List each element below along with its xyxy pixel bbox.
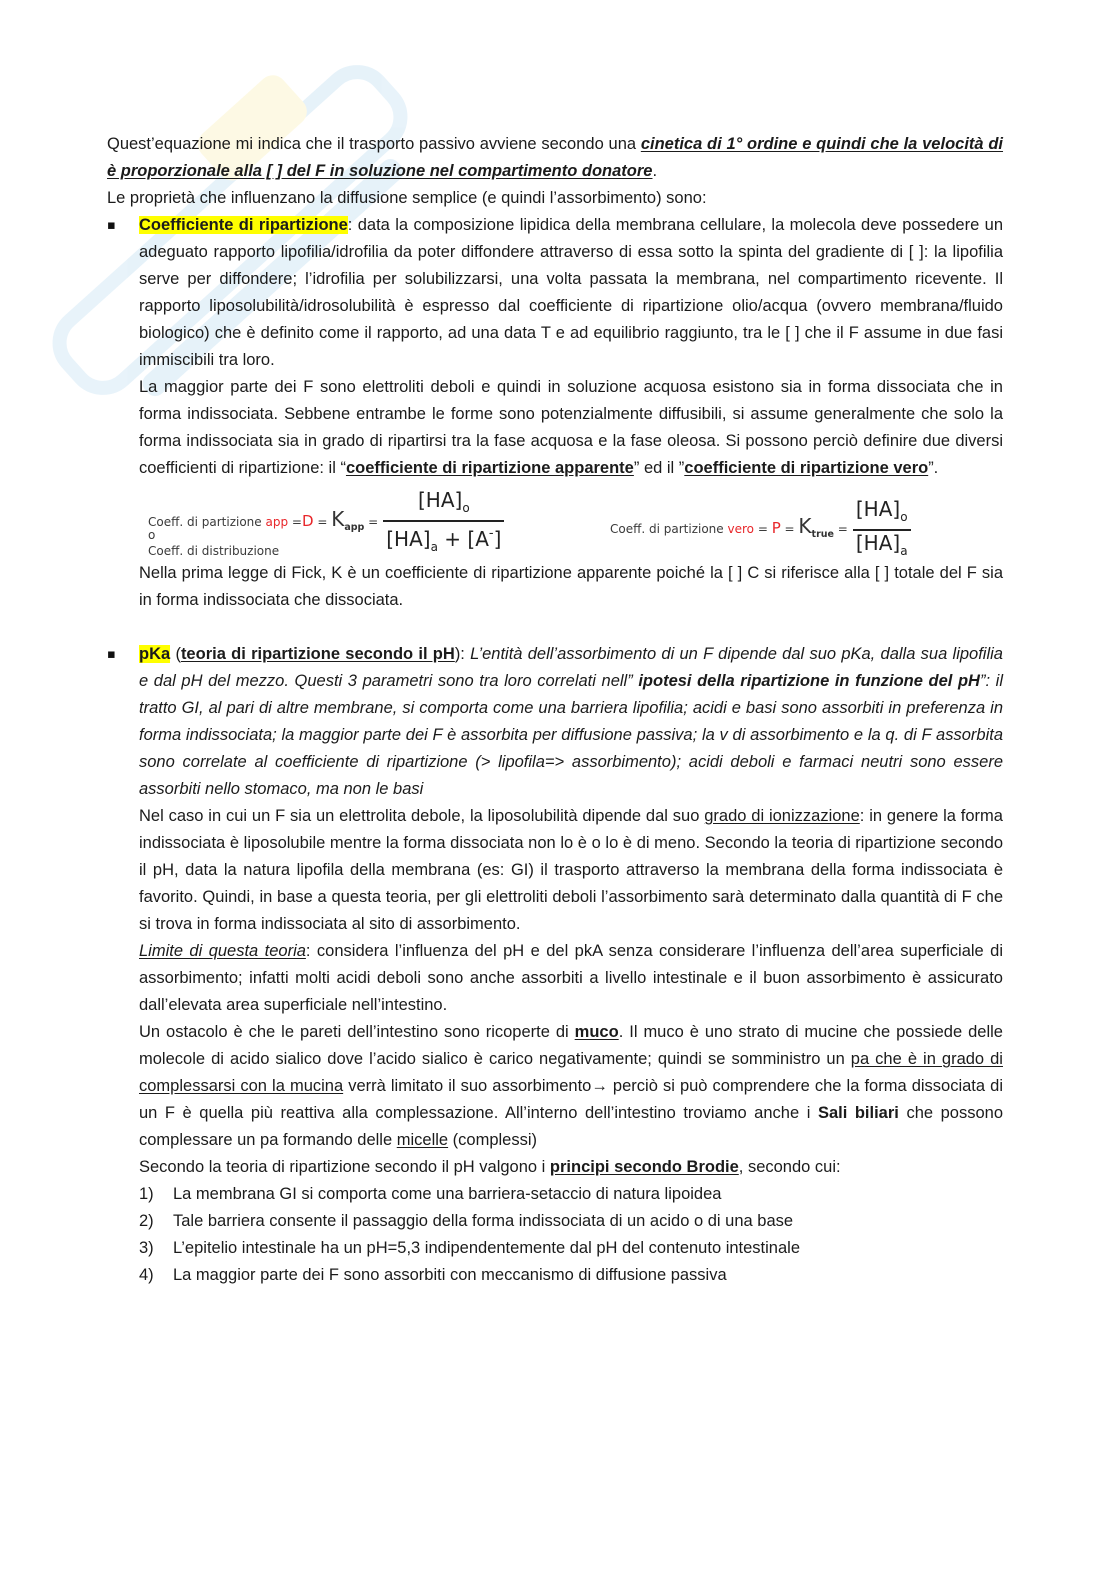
bile-salts-term: Sali biliari — [817, 1104, 899, 1122]
mucus-text-4: che possono complessare un pa formando delle — [139, 1104, 1003, 1149]
denominator-text: [HA] — [386, 527, 431, 551]
ionization-text: Nel caso in cui un F sia un elettrolita debole, la liposolubilità dipende dal suo — [139, 807, 705, 825]
formula-app-label — [148, 507, 379, 537]
term-partition-coefficient: Coefficiente di ripartizione — [139, 216, 348, 234]
mucus-paragraph — [139, 1019, 1003, 1154]
formula-vero-fraction — [853, 497, 911, 563]
pka-close: ): — [454, 645, 471, 663]
list-item-text: Tale barriera consente il passaggio della forma indissociata di un acido o di una base — [173, 1212, 794, 1230]
list-number: 4) — [139, 1266, 154, 1284]
fraction-denominator — [383, 522, 504, 559]
pka-italic-text: L’entità dell’assorbimento di un F dipende dal suo pKa, dalla sua lipofilia e dal pH del mezzo. Questi 3 parametri sono tra loro correlati nell” — [139, 645, 1003, 690]
denominator-sup: - — [488, 526, 494, 541]
pka-open: ( — [170, 645, 181, 663]
term-pka: pKa — [139, 645, 171, 663]
formula-vero-eq3: = — [833, 521, 848, 536]
pka-paragraph — [139, 641, 1003, 803]
true-coefficient-term: coefficiente di ripartizione vero — [684, 459, 929, 477]
apparent-coefficient-formula — [148, 488, 504, 559]
formula-vero-label-text: Coeff. di partizione — [610, 521, 728, 536]
brodie-text: Secondo la teoria di ripartizione secondo il pH valgono i — [139, 1158, 550, 1176]
formula-vero-row — [610, 497, 911, 563]
pka-italic-text-2: ”: il tratto GI, al pari di altre membrane, si comporta come una barriera lipofilia; acidi e basi sono assorbiti in preferenza in forma indissociata; la maggior parte dei F è assorbita per diffusione passiva; la v di assorbimento e la q. di F assorbita sono correlate al coefficiente di ripartizione (> lipofila=> assorbimento); acidi deboli e farmaci neutri sono essere assorbiti nello stomaco, ma non le basi — [139, 672, 1003, 798]
micelles-term: micelle — [396, 1131, 449, 1149]
mucus-term: muco — [574, 1023, 619, 1041]
formula-vero-k: K — [798, 513, 812, 538]
denominator-sub: a — [430, 540, 438, 554]
list-item-text: La maggior parte dei F sono assorbiti con meccanismo di diffusione passiva — [173, 1266, 727, 1284]
formula-app-label-text: Coeff. di partizione — [148, 515, 266, 529]
fick-note: Nella prima legge di Fick, K è un coefficiente di ripartizione apparente poiché la [ ] C si riferisce alla [ ] totale del F sia in forma indissociata che dissociata. — [139, 564, 1003, 609]
intro-emphasis: cinetica di 1° ordine e quindi che la velocità di è proporzionale alla [ ] del F in soluzione nel compartimento donatore — [107, 135, 1004, 180]
numerator-text: [HA] — [417, 488, 463, 512]
list-item — [139, 1181, 1003, 1208]
ionization-term: grado di ionizzazione — [704, 807, 860, 825]
electrolytes-end: ”. — [928, 459, 939, 477]
intro-text: Quest’equazione mi indica che il trasporto passivo avviene secondo una — [107, 135, 641, 153]
numerator-sub: o — [462, 501, 470, 515]
numerator-text: [HA] — [855, 497, 901, 521]
lead-paragraph: Le proprietà che influenzano la diffusione semplice (e quindi l’assorbimento) sono: — [107, 189, 707, 207]
bullet-pka — [107, 641, 1003, 1289]
list-number: 2) — [139, 1212, 154, 1230]
formula-app-word: app — [265, 515, 289, 529]
brodie-term: principi secondo Brodie — [549, 1158, 739, 1176]
electrolytes-text: La maggior parte dei F sono elettroliti deboli e quindi in soluzione acquosa esistono sia in forma dissociata che in forma indissociata. Sebbene entrambe le forme sono potenzialmente diffusibili, si assume generalmente che solo la forma indissociata sia in grado di ripartirsi tra la fase acquosa e la fase oleosa. Si possono perciò definire due diversi coefficienti di ripartizione: il “ — [139, 378, 1003, 477]
formula-vero-k-sub: true — [811, 528, 834, 540]
list-item-text: L’epitelio intestinale ha un pH=5,3 indipendentemente dal pH del contenuto intestinale — [173, 1239, 800, 1257]
denominator-end: ] — [493, 527, 502, 551]
partition-formulas — [139, 482, 1003, 560]
limit-paragraph — [139, 938, 1003, 1019]
formula-app-fraction — [383, 488, 504, 559]
intro-paragraph — [107, 131, 1003, 185]
brodie-paragraph — [139, 1154, 1003, 1181]
formula-vero-eq1: = — [754, 521, 772, 536]
formula-app-k-sub: app — [344, 522, 365, 533]
mucus-text-3: verrà limitato il suo assorbimento→ perciò si può comprendere che la forma dissociata di un F è quella più reattiva alla complessazione. All’interno dell’intestino troviamo anche i — [139, 1077, 1003, 1122]
denominator-mid: + [A — [437, 527, 489, 551]
bullet1-definition — [139, 212, 1003, 374]
mucus-text: Un ostacolo è che le pareti dell’intestino sono ricoperte di — [139, 1023, 575, 1041]
ionization-text-2: : in genere la forma indissociata è liposolubile mentre la forma dissociata non lo è o lo è di meno. Secondo la teoria di ripartizione secondo il pH, data la natura lipofila della membrana (es: GI) il trasporto attraverso la membrana della forma indissociata è favorito. Quindi, in base a questa teoria, per gli elettroliti deboli l’assorbimento sarà determinato dalla quantità di F che si trova in forma indissociata al sito di assorbimento. — [139, 807, 1003, 933]
brodie-text-2: , secondo cui: — [738, 1158, 841, 1176]
formula-app-symbol: D — [301, 512, 314, 530]
list-item-text: La membrana GI si comporta come una barriera-setaccio di natura lipoidea — [173, 1185, 722, 1203]
formula-app-k: K — [331, 507, 345, 531]
formula-app-eq3: = — [364, 515, 379, 529]
formula-vero-eq2: = — [780, 521, 799, 536]
bullet-partition-coefficient — [107, 212, 1003, 614]
formula-app-or: o — [148, 528, 156, 542]
pka-theory-title: teoria di ripartizione secondo il pH — [180, 645, 455, 663]
formula-app-eq2: = — [313, 515, 332, 529]
fraction-denominator — [853, 531, 911, 563]
electrolytes-connector: ” ed il ” — [633, 459, 685, 477]
formula-vero-word: vero — [727, 521, 754, 536]
bullet-square-icon: ▪ — [107, 647, 116, 662]
formula-app-eq1: = — [288, 515, 302, 529]
true-coefficient-formula — [610, 497, 911, 563]
bullet1-definition-text: : data la composizione lipidica della membrana cellulare, la molecola deve possedere un adeguato rapporto lipofilia/idrofilia da poter diffondere attraverso di essa sotto la spinta del gradiente di [ ]: la lipofilia serve per diffondere; l’idrofilia per solubilizzarsi, una volta passata la membrana, nel compartimento ricevente. Il rapporto liposolubilità/idrosolubilità è espresso dal coefficiente di ripartizione olio/acqua (ovvero membrana/fluido biologico) che è definito come il rapporto, ad una data T e ad equilibrio raggiunto, tra le [ ] che il F assume in due fasi immiscibili tra loro. — [139, 216, 1003, 369]
page-content — [107, 131, 1003, 1289]
pka-hypothesis-term: ipotesi della ripartizione in funzione del pH — [638, 672, 980, 690]
formula-vero-label — [610, 513, 848, 544]
list-number: 3) — [139, 1239, 154, 1257]
bullet1-electrolytes-paragraph — [139, 374, 1003, 482]
fraction-numerator — [853, 497, 911, 529]
bullet-square-icon: ▪ — [107, 218, 116, 233]
mucus-text-5: (complessi) — [448, 1131, 538, 1149]
denominator-text: [HA] — [855, 531, 901, 555]
ionization-paragraph — [139, 803, 1003, 938]
mucus-text-2: . Il muco è uno strato di mucine che possiede delle molecole di acido sialico dove l’acido sialico è carico negativamente; quindi se somministro un — [139, 1023, 1003, 1068]
apparent-coefficient-term: coefficiente di ripartizione apparente — [345, 459, 634, 477]
mucus-complex-term: pa che è in grado di complessarsi con la mucina — [139, 1050, 1003, 1095]
numerator-sub: o — [900, 510, 908, 524]
formula-app-alt-label: Coeff. di distribuzione — [148, 544, 280, 558]
denominator-sub: a — [900, 544, 908, 558]
limit-title: Limite di questa teoria — [139, 942, 306, 960]
brodie-principles-list — [139, 1181, 1003, 1289]
intro-end: . — [652, 162, 658, 180]
list-number: 1) — [139, 1185, 154, 1203]
list-item — [139, 1262, 1003, 1289]
fraction-numerator — [415, 488, 473, 520]
formula-vero-symbol: P — [771, 518, 781, 537]
limit-text: : considera l’influenza del pH e del pkA senza considerare l’influenza dell’area superficiale di assorbimento; infatti molti acidi deboli sono anche assorbiti a livello intestinale e il buon assorbimento è assicurato dall’elevata area superficiale nell’intestino. — [139, 942, 1003, 1014]
list-item — [139, 1208, 1003, 1235]
list-item — [139, 1235, 1003, 1262]
